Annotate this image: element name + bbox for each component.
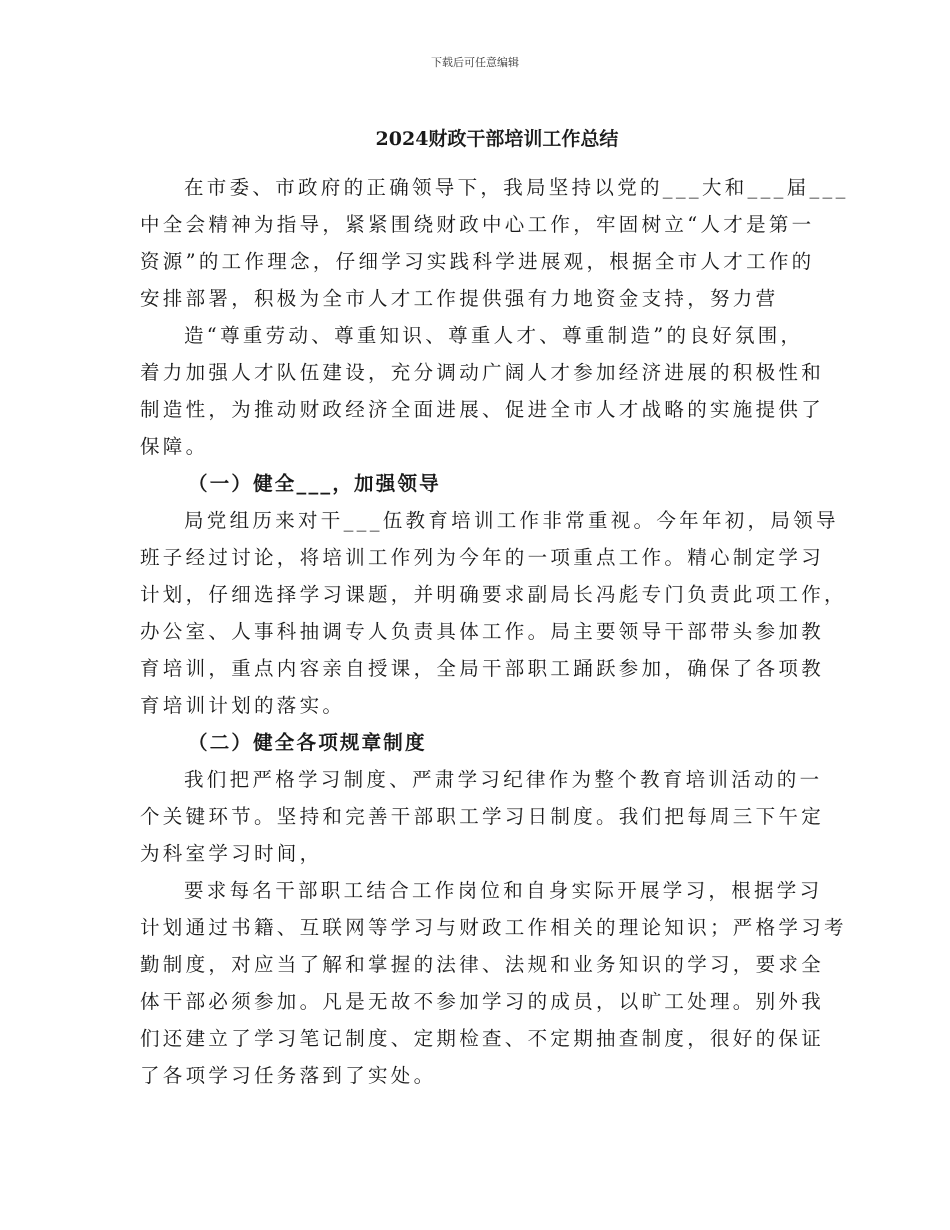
paragraph-line: 计划，仔细选择学习课题，并明确要求副局长冯彪专门负责此项工作， xyxy=(140,583,847,606)
paragraph-line: 班子经过讨论，将培训工作列为今年的一项重点工作。精心制定学习 xyxy=(140,546,825,569)
paragraph-line: 局党组历来对干___伍教育培训工作非常重视。今年年初，局领导 xyxy=(184,509,839,532)
paragraph-line: 造“尊重劳动、尊重知识、尊重人才、尊重制造”的良好氛围， xyxy=(184,324,804,347)
document-title: 2024财政干部培训工作总结 xyxy=(375,128,619,150)
paragraph-line: 中全会精神为指导，紧紧围绕财政中心工作，牢固树立“人才是第一 xyxy=(140,213,815,236)
paragraph-line: 在市委、市政府的正确领导下，我局坚持以党的___大和___届___ xyxy=(184,176,849,199)
paragraph-line: 保障。 xyxy=(140,435,209,458)
paragraph-line: 们还建立了学习笔记制度、定期检查、不定期抽查制度，很好的保证 xyxy=(140,1027,825,1050)
paragraph-line: 办公室、人事科抽调专人负责具体工作。局主要领导干部带头参加教 xyxy=(140,620,825,643)
paragraph-line: 体干部必须参加。凡是无故不参加学习的成员，以旷工处理。别外我 xyxy=(140,990,825,1013)
paragraph-line: 制造性，为推动财政经济全面进展、促进全市人才战略的实施提供了 xyxy=(140,398,825,421)
paragraph-line: 勤制度，对应当了解和掌握的法律、法规和业务知识的学习，要求全 xyxy=(140,953,825,976)
document-body xyxy=(140,169,849,1094)
header-note: 下载后可任意编辑 xyxy=(431,56,519,69)
section-heading: （一）健全___，加强领导 xyxy=(188,472,441,495)
paragraph-line: 育培训，重点内容亲自授课，全局干部职工踊跃参加，确保了各项教 xyxy=(140,657,825,680)
paragraph-line: 着力加强人才队伍建设，充分调动广阔人才参加经济进展的积极性和 xyxy=(140,361,825,384)
paragraph-line: 安排部署，积极为全市人才工作提供强有力地资金支持，努力营 xyxy=(140,287,779,310)
paragraph-line: 要求每名干部职工结合工作岗位和自身实际开展学习，根据学习 xyxy=(184,879,823,902)
paragraph-line: 了各项学习任务落到了实处。 xyxy=(140,1064,437,1087)
paragraph-line: 我们把严格学习制度、严肃学习纪律作为整个教育培训活动的一 xyxy=(184,768,823,791)
paragraph-line: 计划通过书籍、互联网等学习与财政工作相关的理论知识；严格学习考 xyxy=(140,916,847,939)
paragraph-line: 育培训计划的落实。 xyxy=(140,694,346,717)
paragraph-line: 资源”的工作理念，仔细学习实践科学进展观，根据全市人才工作的 xyxy=(140,250,815,273)
section-heading: （二）健全各项规章制度 xyxy=(188,731,427,754)
paragraph-line: 为科室学习时间， xyxy=(140,842,323,865)
paragraph-line: 个关键环节。坚持和完善干部职工学习日制度。我们把每周三下午定 xyxy=(140,805,825,828)
